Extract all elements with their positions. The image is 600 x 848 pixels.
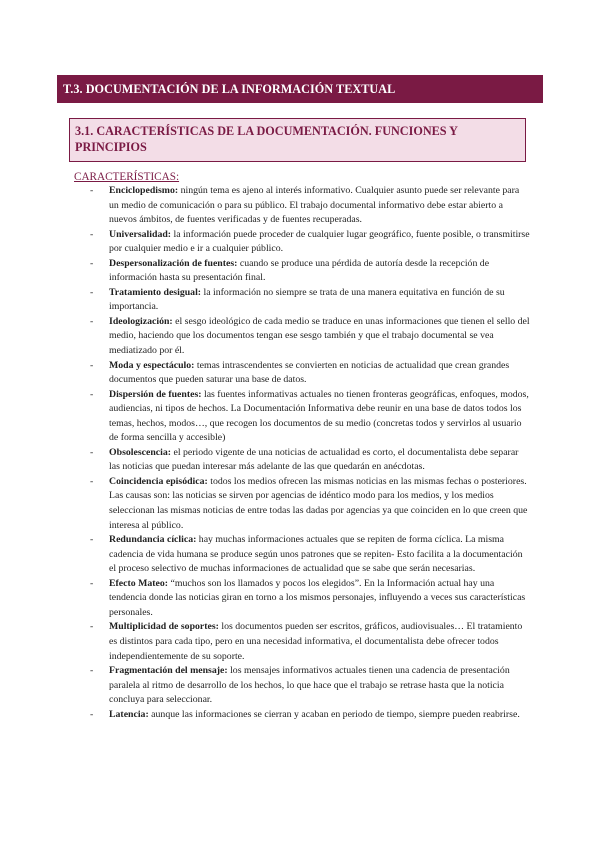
- bullet-dash: -: [90, 708, 94, 720]
- bullet-dash: -: [90, 359, 94, 371]
- item-text: temas intrascendentes se convierten en noticias de actualidad que crean grandes documentos que pueden saturar una base de datos.: [109, 359, 510, 386]
- list-item: [90, 184, 530, 228]
- section-title-box: [69, 118, 526, 162]
- chapter-title: T.3. DOCUMENTACIÓN DE LA INFORMACIÓN TEXTUAL: [63, 81, 396, 96]
- bullet-dash: -: [90, 665, 94, 677]
- list-item: [90, 664, 530, 708]
- bullet-dash: -: [90, 388, 94, 400]
- list-item: [90, 359, 530, 388]
- item-text: la información no siempre se trata de una manera equitativa en función de su importancia.: [109, 286, 505, 313]
- bullet-dash: -: [90, 577, 94, 589]
- bullet-dash: -: [90, 446, 94, 458]
- item-term: Obsolescencia:: [109, 446, 172, 458]
- item-term: Efecto Mateo:: [109, 577, 169, 589]
- item-text: los mensajes informativos actuales tienen una cadencia de presentación paralela al ritmo de desarrollo de los hechos, lo que hace que el trabajo se retrase hasta que la noticia concluya para seleccionar.: [109, 665, 510, 706]
- item-term: Enciclopedismo:: [109, 185, 179, 196]
- item-term: Tratamiento desigual:: [109, 286, 202, 298]
- characteristics-heading: CARACTERÍSTICAS:: [74, 171, 180, 183]
- list-item: [90, 315, 530, 359]
- list-item: [90, 577, 530, 621]
- bullet-dash: -: [90, 621, 94, 633]
- bullet-dash: -: [90, 315, 94, 327]
- item-text: cuando se produce una pérdida de autoría desde la recepción de información hasta su presentación final.: [109, 257, 490, 284]
- list-item: [90, 620, 530, 664]
- item-text: la información puede proceder de cualquier lugar geográfico, fuente posible, o transmitirse por cualquier medio e ir a cualquier público.: [109, 228, 530, 255]
- item-text: el sesgo ideológico de cada medio se traduce en unas informaciones que tienen el sello del medio, haciendo que los documentos tengan ese sesgo también y que el trabajo documental se vea mediatizado por él.: [109, 315, 530, 357]
- list-item: [90, 533, 530, 577]
- item-term: Fragmentación del mensaje:: [109, 665, 228, 677]
- item-text: el periodo vigente de una noticias de actualidad es corto, el documentalista debe separar las noticias que puedan interesar más adelante de las que quedarán en anécdotas.: [109, 446, 519, 473]
- item-term: Moda y espectáculo:: [109, 359, 195, 371]
- bullet-dash: -: [90, 228, 94, 240]
- item-text: todos los medios ofrecen las mismas noticias en las mismas fechas o posteriores. Las causas son: las noticias se sirven por agencias de idéntico modo para los medios, y los medios seleccionan las mismas noticias de entre todas las dadas por agencias ya que coinciden en lo que creen que interesa al público.: [109, 475, 528, 531]
- item-text: los documentos pueden ser escritos, gráficos, audiovisuales… El tratamiento es distintos para cada tipo, pero en una necesidad informativa, el documentalista debe ofrecer todos independientemente de su soporte.: [109, 621, 523, 662]
- item-term: Redundancia cíclica:: [109, 534, 197, 546]
- list-item: [90, 475, 530, 533]
- chapter-title-banner: [57, 75, 543, 103]
- section-title: 3.1. CARACTERÍSTICAS DE LA DOCUMENTACIÓN. FUNCIONES Y PRINCIPIOS: [75, 124, 458, 154]
- list-item: [90, 708, 530, 723]
- item-term: Multiplicidad de soportes:: [109, 621, 219, 633]
- characteristics-list: [90, 184, 530, 722]
- list-item: [90, 257, 530, 286]
- item-term: Universalidad:: [109, 228, 172, 240]
- list-item: [90, 388, 530, 446]
- item-text: aunque las informaciones se cierran y acaban en periodo de tiempo, siempre pueden reabrirse.: [148, 708, 520, 720]
- item-term: Dispersión de fuentes:: [109, 388, 202, 400]
- list-item: [90, 228, 530, 257]
- item-term: Ideologización:: [109, 315, 173, 327]
- bullet-dash: -: [90, 286, 94, 298]
- list-item: [90, 446, 530, 475]
- bullet-dash: -: [90, 534, 94, 546]
- item-text: ningún tema es ajeno al interés informativo. Cualquier asunto puede ser relevante para un medio de comunicación o para su público. El trabajo documental informativo debe estar abierto a nuevos ámbitos, de fuentes verificadas y de fuentes recuperadas.: [109, 185, 520, 226]
- item-text: hay muchas informaciones actuales que se repiten de forma cíclica. La misma cadencia de vida humana se produce según unos patrones que se repiten- Esto facilita a la documentación el proceso selectivo de muchas informaciones de actualidad que se sabe que serán necesarias.: [109, 534, 523, 575]
- item-text: las fuentes informativas actuales no tienen fronteras geográficas, enfoques, modos, audiencias, ni tipos de hechos. La Documentación Informativa debe reunir en una base de datos todos los temas, hechos, modos…, que recogen los documentos de su medio (concretas todos y servirlos al usuario de forma sencilla y accesible): [109, 388, 529, 444]
- bullet-dash: -: [90, 257, 94, 269]
- bullet-dash: -: [90, 475, 94, 487]
- list-item: [90, 286, 530, 315]
- bullet-dash: -: [90, 185, 94, 196]
- item-term: Latencia:: [109, 708, 149, 720]
- item-term: Coincidencia episódica:: [109, 475, 208, 487]
- item-term: Despersonalización de fuentes:: [109, 257, 238, 269]
- item-text: “muchos son los llamados y pocos los elegidos”. En la Información actual hay una tendencia donde las noticias giran en torno a los mismos personajes, influyendo a veces sus características personales.: [109, 577, 526, 618]
